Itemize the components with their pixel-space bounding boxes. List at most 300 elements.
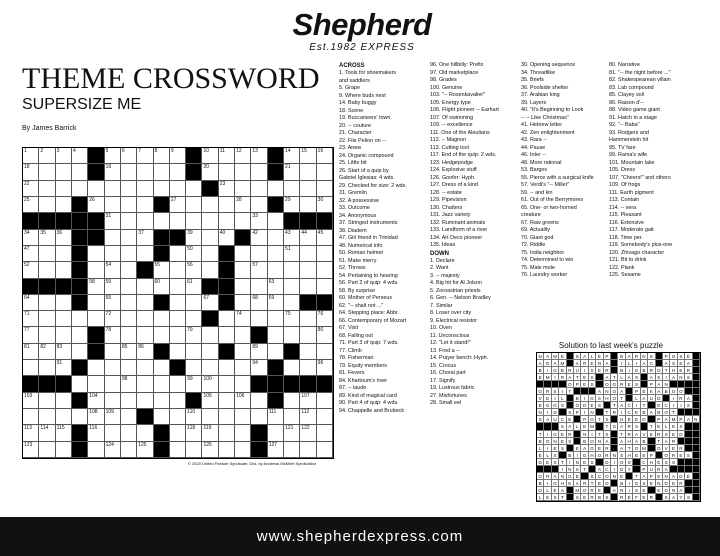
grid-cell[interactable] — [186, 262, 202, 278]
grid-cell[interactable] — [39, 327, 55, 343]
grid-cell[interactable] — [186, 295, 202, 311]
grid-cell[interactable] — [202, 327, 218, 343]
grid-cell[interactable] — [137, 376, 153, 392]
grid-cell[interactable] — [235, 262, 251, 278]
grid-cell[interactable] — [121, 246, 137, 262]
grid-cell[interactable] — [170, 344, 186, 360]
grid-cell[interactable] — [300, 246, 316, 262]
grid-cell[interactable] — [219, 442, 235, 458]
grid-cell[interactable] — [284, 262, 300, 278]
grid-cell[interactable] — [235, 393, 251, 409]
grid-cell[interactable] — [137, 344, 153, 360]
grid-cell[interactable] — [186, 213, 202, 229]
grid-cell[interactable] — [235, 425, 251, 441]
grid-cell[interactable] — [317, 181, 333, 197]
grid-cell[interactable] — [56, 409, 72, 425]
grid-cell[interactable] — [88, 376, 104, 392]
grid-cell[interactable] — [105, 230, 121, 246]
grid-cell[interactable] — [235, 360, 251, 376]
grid-cell[interactable] — [72, 164, 88, 180]
grid-cell[interactable] — [235, 409, 251, 425]
grid-cell[interactable] — [284, 409, 300, 425]
grid-cell[interactable] — [137, 197, 153, 213]
grid-cell[interactable] — [56, 393, 72, 409]
grid-cell[interactable] — [170, 213, 186, 229]
grid-cell[interactable] — [105, 327, 121, 343]
grid-cell[interactable] — [137, 246, 153, 262]
grid-cell[interactable] — [137, 442, 153, 458]
grid-cell[interactable] — [121, 279, 137, 295]
grid-cell[interactable] — [300, 181, 316, 197]
grid-cell[interactable] — [284, 279, 300, 295]
grid-cell[interactable] — [121, 393, 137, 409]
grid-cell[interactable] — [170, 164, 186, 180]
grid-cell[interactable] — [317, 311, 333, 327]
grid-cell[interactable] — [251, 344, 267, 360]
grid-cell[interactable] — [300, 327, 316, 343]
grid-cell[interactable] — [56, 311, 72, 327]
grid-cell[interactable] — [202, 230, 218, 246]
grid-cell[interactable] — [202, 344, 218, 360]
grid-cell[interactable] — [72, 311, 88, 327]
grid-cell[interactable] — [317, 344, 333, 360]
grid-cell[interactable] — [72, 376, 88, 392]
grid-cell[interactable] — [121, 409, 137, 425]
grid-cell[interactable] — [137, 425, 153, 441]
grid-cell[interactable] — [154, 360, 170, 376]
grid-cell[interactable] — [219, 376, 235, 392]
grid-cell[interactable] — [121, 425, 137, 441]
grid-cell[interactable] — [105, 442, 121, 458]
grid-cell[interactable] — [202, 246, 218, 262]
grid-cell[interactable] — [72, 344, 88, 360]
grid-cell[interactable] — [154, 213, 170, 229]
grid-cell[interactable] — [39, 425, 55, 441]
grid-cell[interactable] — [121, 311, 137, 327]
grid-cell[interactable] — [88, 246, 104, 262]
grid-cell[interactable] — [235, 442, 251, 458]
grid-cell[interactable] — [235, 181, 251, 197]
grid-cell[interactable] — [219, 230, 235, 246]
grid-cell[interactable] — [235, 279, 251, 295]
grid-cell[interactable] — [88, 279, 104, 295]
solution-cell: O — [567, 381, 574, 388]
grid-cell[interactable] — [235, 311, 251, 327]
grid-cell[interactable] — [251, 164, 267, 180]
grid-cell[interactable] — [23, 230, 39, 246]
grid-cell[interactable] — [300, 344, 316, 360]
grid-cell[interactable] — [219, 148, 235, 164]
grid-cell[interactable] — [23, 425, 39, 441]
grid-cell[interactable] — [186, 246, 202, 262]
grid-cell[interactable] — [170, 279, 186, 295]
grid-cell[interactable] — [284, 360, 300, 376]
grid-cell[interactable] — [154, 409, 170, 425]
grid-cell[interactable] — [235, 197, 251, 213]
grid-cell[interactable] — [300, 393, 316, 409]
grid-cell[interactable] — [39, 164, 55, 180]
grid-cell[interactable] — [39, 181, 55, 197]
grid-cell[interactable] — [317, 230, 333, 246]
grid-cell[interactable] — [219, 164, 235, 180]
grid-cell[interactable] — [105, 148, 121, 164]
grid-cell[interactable] — [235, 246, 251, 262]
grid-cell[interactable] — [268, 409, 284, 425]
grid-cell[interactable] — [235, 213, 251, 229]
grid-cell[interactable] — [170, 246, 186, 262]
grid-cell[interactable] — [23, 148, 39, 164]
footer-url[interactable]: www.shepherdexpress.com — [256, 528, 464, 545]
grid-cell[interactable] — [170, 393, 186, 409]
grid-cell[interactable] — [56, 262, 72, 278]
grid-cell[interactable] — [39, 442, 55, 458]
grid-cell[interactable] — [170, 376, 186, 392]
grid-cell[interactable] — [154, 311, 170, 327]
grid-cell[interactable] — [88, 425, 104, 441]
grid-cell[interactable] — [284, 393, 300, 409]
grid-cell[interactable] — [284, 181, 300, 197]
grid-cell[interactable] — [202, 295, 218, 311]
grid-cell[interactable] — [121, 262, 137, 278]
grid-cell[interactable] — [170, 262, 186, 278]
grid-cell[interactable] — [317, 197, 333, 213]
grid-cell[interactable] — [202, 148, 218, 164]
grid-cell[interactable] — [219, 311, 235, 327]
grid-cell[interactable] — [300, 442, 316, 458]
grid-cell[interactable] — [72, 327, 88, 343]
grid-cell[interactable] — [170, 425, 186, 441]
grid-cell[interactable] — [186, 344, 202, 360]
grid-cell[interactable] — [72, 148, 88, 164]
grid-cell[interactable] — [23, 262, 39, 278]
grid-cell[interactable] — [300, 360, 316, 376]
grid-cell[interactable] — [251, 213, 267, 229]
grid-cell[interactable] — [88, 197, 104, 213]
grid-cell[interactable] — [202, 393, 218, 409]
grid-cell[interactable] — [317, 148, 333, 164]
grid-cell[interactable] — [235, 344, 251, 360]
grid-cell[interactable] — [284, 246, 300, 262]
grid-cell[interactable] — [105, 393, 121, 409]
grid-cell[interactable] — [219, 181, 235, 197]
grid-cell[interactable] — [300, 425, 316, 441]
grid-cell[interactable] — [202, 409, 218, 425]
grid-cell[interactable] — [23, 393, 39, 409]
grid-cell[interactable] — [268, 327, 284, 343]
grid-cell[interactable] — [186, 279, 202, 295]
grid-cell[interactable] — [56, 246, 72, 262]
shepherd-logo — [292, 8, 432, 60]
grid-cell[interactable] — [219, 425, 235, 441]
grid-cell[interactable] — [170, 442, 186, 458]
grid-cell[interactable] — [284, 148, 300, 164]
grid-cell[interactable] — [56, 425, 72, 441]
grid-cell[interactable] — [300, 279, 316, 295]
grid-cell[interactable] — [39, 295, 55, 311]
grid-cell[interactable] — [137, 295, 153, 311]
grid-cell[interactable] — [121, 327, 137, 343]
grid-cell[interactable] — [105, 197, 121, 213]
grid-cell[interactable] — [317, 327, 333, 343]
grid-cell[interactable] — [251, 246, 267, 262]
grid-cell[interactable] — [105, 262, 121, 278]
grid-cell[interactable] — [137, 230, 153, 246]
grid-cell[interactable] — [268, 181, 284, 197]
grid-cell[interactable] — [121, 230, 137, 246]
grid-cell[interactable] — [72, 181, 88, 197]
grid-cell[interactable] — [39, 393, 55, 409]
grid-cell[interactable] — [284, 311, 300, 327]
grid-cell[interactable] — [121, 442, 137, 458]
grid-cell[interactable] — [121, 344, 137, 360]
grid-cell[interactable] — [268, 311, 284, 327]
grid-cell[interactable] — [88, 360, 104, 376]
grid-cell[interactable] — [137, 164, 153, 180]
grid-cell[interactable] — [317, 393, 333, 409]
grid-cell[interactable] — [105, 360, 121, 376]
grid-cell[interactable] — [251, 393, 267, 409]
grid-cell[interactable] — [219, 360, 235, 376]
grid-cell[interactable] — [105, 246, 121, 262]
grid-cell[interactable] — [137, 279, 153, 295]
grid-cell[interactable] — [39, 360, 55, 376]
grid-cell[interactable] — [23, 295, 39, 311]
grid-cell[interactable] — [202, 164, 218, 180]
grid-cell[interactable] — [56, 295, 72, 311]
clue-item: 58. By surprise — [339, 287, 375, 294]
grid-cell[interactable] — [186, 327, 202, 343]
grid-cell[interactable] — [251, 311, 267, 327]
grid-cell[interactable] — [88, 311, 104, 327]
grid-cell[interactable] — [121, 376, 137, 392]
grid-cell[interactable] — [105, 425, 121, 441]
grid-cell[interactable] — [170, 327, 186, 343]
grid-cell[interactable] — [202, 442, 218, 458]
grid-cell[interactable] — [154, 376, 170, 392]
grid-cell[interactable] — [23, 409, 39, 425]
grid-cell[interactable] — [251, 279, 267, 295]
grid-cell[interactable] — [121, 197, 137, 213]
grid-cell[interactable] — [186, 376, 202, 392]
grid-cell[interactable] — [235, 164, 251, 180]
grid-cell[interactable] — [170, 181, 186, 197]
grid-cell[interactable] — [56, 327, 72, 343]
grid-cell[interactable] — [121, 360, 137, 376]
grid-cell[interactable] — [284, 425, 300, 441]
grid-cell[interactable] — [186, 230, 202, 246]
grid-cell[interactable] — [56, 197, 72, 213]
grid-cell[interactable] — [154, 327, 170, 343]
grid-cell[interactable] — [105, 164, 121, 180]
grid-cell[interactable] — [268, 230, 284, 246]
grid-cell[interactable] — [268, 425, 284, 441]
grid-cell[interactable] — [23, 246, 39, 262]
grid-cell[interactable] — [105, 181, 121, 197]
grid-cell[interactable] — [105, 344, 121, 360]
grid-cell[interactable] — [121, 148, 137, 164]
grid-cell[interactable] — [39, 246, 55, 262]
grid-cell[interactable] — [317, 164, 333, 180]
grid-cell[interactable] — [268, 262, 284, 278]
grid-cell[interactable] — [317, 262, 333, 278]
solution-cell: A — [641, 395, 648, 402]
grid-cell[interactable] — [186, 181, 202, 197]
grid-cell[interactable] — [23, 197, 39, 213]
grid-cell[interactable] — [39, 311, 55, 327]
grid-cell[interactable] — [121, 164, 137, 180]
grid-cell[interactable] — [121, 181, 137, 197]
grid-cell[interactable] — [284, 295, 300, 311]
grid-cell[interactable] — [219, 327, 235, 343]
grid-cell[interactable] — [284, 197, 300, 213]
grid-cell[interactable] — [317, 442, 333, 458]
grid-cell[interactable] — [186, 409, 202, 425]
grid-cell[interactable] — [268, 246, 284, 262]
grid-cell[interactable] — [121, 213, 137, 229]
grid-cell[interactable] — [284, 164, 300, 180]
grid-cell[interactable] — [137, 393, 153, 409]
grid-cell[interactable] — [154, 262, 170, 278]
grid-cell[interactable] — [56, 360, 72, 376]
grid-cell[interactable] — [154, 181, 170, 197]
grid-cell[interactable] — [186, 197, 202, 213]
grid-cell[interactable] — [39, 148, 55, 164]
grid-cell[interactable] — [202, 213, 218, 229]
grid-cell[interactable] — [56, 148, 72, 164]
grid-cell[interactable] — [72, 409, 88, 425]
grid-cell[interactable] — [39, 262, 55, 278]
grid-cell[interactable] — [39, 197, 55, 213]
grid-cell[interactable] — [121, 295, 137, 311]
grid-cell[interactable] — [88, 262, 104, 278]
grid-cell[interactable] — [88, 181, 104, 197]
grid-cell[interactable] — [235, 376, 251, 392]
grid-cell[interactable] — [186, 442, 202, 458]
grid-cell[interactable] — [170, 311, 186, 327]
grid-cell[interactable] — [137, 311, 153, 327]
grid-cell[interactable] — [39, 230, 55, 246]
grid-cell[interactable] — [251, 262, 267, 278]
solution-block-cell — [678, 381, 685, 388]
grid-cell[interactable] — [268, 442, 284, 458]
grid-cell[interactable] — [137, 213, 153, 229]
grid-cell[interactable] — [186, 311, 202, 327]
grid-cell[interactable] — [170, 148, 186, 164]
grid-cell[interactable] — [23, 181, 39, 197]
grid-cell[interactable] — [219, 197, 235, 213]
grid-cell[interactable] — [251, 409, 267, 425]
grid-cell[interactable] — [202, 425, 218, 441]
grid-cell[interactable] — [23, 327, 39, 343]
grid-cell[interactable] — [137, 181, 153, 197]
grid-cell[interactable] — [284, 327, 300, 343]
grid-cell[interactable] — [317, 425, 333, 441]
grid-cell[interactable] — [56, 442, 72, 458]
grid-cell[interactable] — [300, 164, 316, 180]
grid-cell[interactable] — [284, 442, 300, 458]
grid-cell[interactable] — [251, 295, 267, 311]
grid-cell[interactable] — [154, 164, 170, 180]
grid-cell[interactable] — [88, 409, 104, 425]
grid-cell[interactable] — [56, 181, 72, 197]
grid-cell[interactable] — [56, 344, 72, 360]
grid-cell[interactable] — [268, 344, 284, 360]
grid-cell[interactable] — [235, 295, 251, 311]
solution-block-cell — [574, 438, 581, 445]
grid-cell[interactable] — [219, 393, 235, 409]
grid-cell[interactable] — [235, 327, 251, 343]
grid-cell[interactable] — [154, 148, 170, 164]
grid-cell[interactable] — [186, 360, 202, 376]
grid-cell[interactable] — [88, 393, 104, 409]
grid-cell[interactable] — [202, 376, 218, 392]
grid-cell[interactable] — [154, 393, 170, 409]
grid-cell[interactable] — [170, 409, 186, 425]
grid-cell[interactable] — [268, 279, 284, 295]
grid-cell[interactable] — [251, 360, 267, 376]
grid-cell[interactable] — [251, 230, 267, 246]
grid-cell[interactable] — [235, 148, 251, 164]
grid-cell[interactable] — [284, 230, 300, 246]
grid-cell[interactable] — [300, 230, 316, 246]
grid-cell[interactable] — [251, 181, 267, 197]
grid-cell[interactable] — [23, 344, 39, 360]
grid-cell[interactable] — [202, 197, 218, 213]
grid-cell[interactable] — [105, 409, 121, 425]
grid-cell[interactable] — [105, 311, 121, 327]
grid-cell[interactable] — [202, 262, 218, 278]
grid-cell[interactable] — [186, 425, 202, 441]
grid-cell[interactable] — [317, 409, 333, 425]
grid-cell[interactable] — [105, 279, 121, 295]
grid-cell[interactable] — [39, 344, 55, 360]
grid-cell[interactable] — [56, 230, 72, 246]
grid-cell[interactable] — [219, 409, 235, 425]
grid-cell[interactable] — [39, 409, 55, 425]
grid-cell[interactable] — [154, 279, 170, 295]
grid-cell[interactable] — [137, 148, 153, 164]
grid-cell[interactable] — [105, 213, 121, 229]
grid-cell[interactable] — [300, 148, 316, 164]
grid-cell[interactable] — [300, 311, 316, 327]
grid-cell[interactable] — [219, 213, 235, 229]
grid-cell[interactable] — [317, 279, 333, 295]
grid-cell[interactable] — [137, 327, 153, 343]
grid-cell[interactable] — [105, 295, 121, 311]
grid-cell[interactable] — [23, 360, 39, 376]
grid-cell[interactable] — [137, 360, 153, 376]
grid-cell[interactable] — [268, 213, 284, 229]
grid-cell[interactable] — [251, 148, 267, 164]
grid-cell[interactable] — [300, 197, 316, 213]
grid-cell[interactable] — [300, 262, 316, 278]
grid-cell[interactable] — [23, 164, 39, 180]
grid-cell[interactable] — [88, 442, 104, 458]
grid-cell[interactable] — [170, 295, 186, 311]
grid-cell[interactable] — [88, 295, 104, 311]
grid-cell[interactable] — [23, 311, 39, 327]
grid-cell[interactable] — [202, 360, 218, 376]
grid-cell[interactable] — [23, 442, 39, 458]
grid-cell[interactable] — [317, 246, 333, 262]
grid-cell[interactable] — [56, 164, 72, 180]
grid-cell[interactable] — [268, 295, 284, 311]
grid-cell[interactable] — [170, 197, 186, 213]
grid-cell[interactable] — [317, 360, 333, 376]
grid-cell[interactable] — [251, 197, 267, 213]
grid-cell[interactable] — [300, 409, 316, 425]
grid-cell[interactable] — [105, 376, 121, 392]
